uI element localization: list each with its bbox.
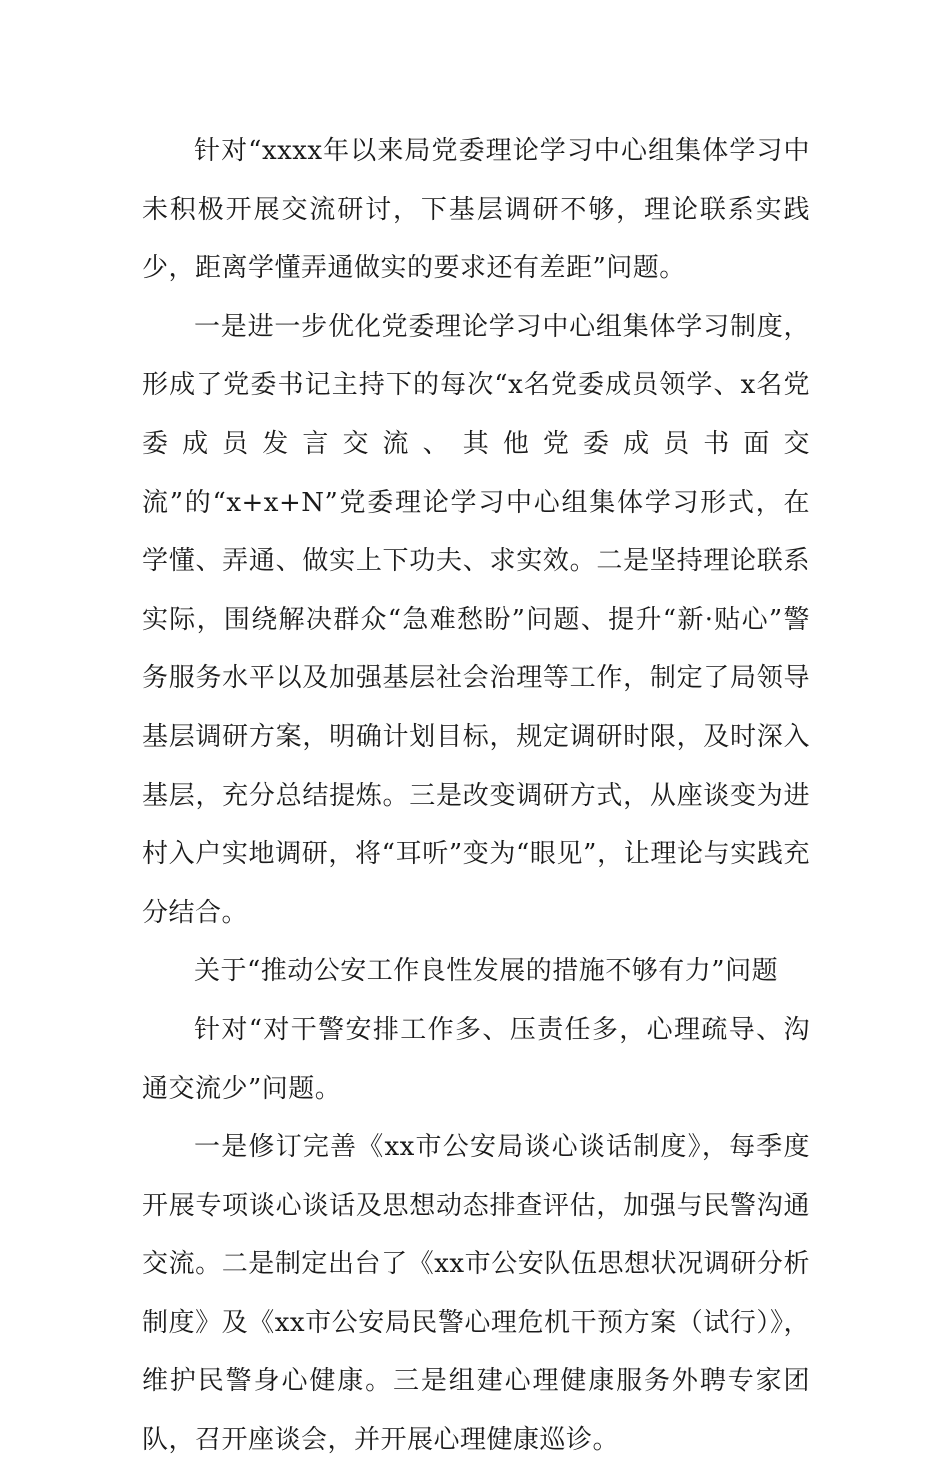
paragraph-issue-psychology: 针对“对干警安排工作多、压责任多，心理疏导、沟通交流少”问题。 bbox=[142, 1014, 810, 1104]
paragraph-issue-study: 针对“xxxx年以来局党委理论学习中心组集体学习中未积极开展交流研讨，下基层调研不够，理论联系实践少，距离学懂弄通做实的要求还有差距”问题。 bbox=[142, 136, 810, 284]
paragraph-psychology-measures: 一是修订完善《xx市公安局谈心谈话制度》，每季度开展专项谈心谈话及思想动态排查评估，加强与民警沟通交流。二是制定出台了《xx市公安队伍思想状况调研分析制度》及《xx市公安局民警心理危机干预方案（试行）》，维护民警身心健康。三是组建心理健康服务外聘专家团队，召开座谈会，并开展心理健康巡诊。 bbox=[142, 1132, 810, 1456]
paragraph-section-heading: 关于“推动公安工作良性发展的措施不够有力”问题 bbox=[194, 956, 779, 987]
document-body bbox=[142, 122, 810, 1470]
paragraph-study-measures: 一是进一步优化党委理论学习中心组集体学习制度，形成了党委书记主持下的每次“x名党委成员领学、x名党委成员发言交流、其他党委成员书面交流”的“x+x+N”党委理论学习中心组集体学习形式，在学懂、弄通、做实上下功夫、求实效。二是坚持理论联系实际，围绕解决群众“急难愁盼”问题、提升“新·贴心”警务服务水平以及加强基层社会治理等工作，制定了局领导基层调研方案，明确计划目标，规定调研时限，及时深入基层，充分总结提炼。三是改变调研方式，从座谈变为进村入户实地调研，将“耳听”变为“眼见”，让理论与实践充分结合。 bbox=[142, 311, 810, 928]
